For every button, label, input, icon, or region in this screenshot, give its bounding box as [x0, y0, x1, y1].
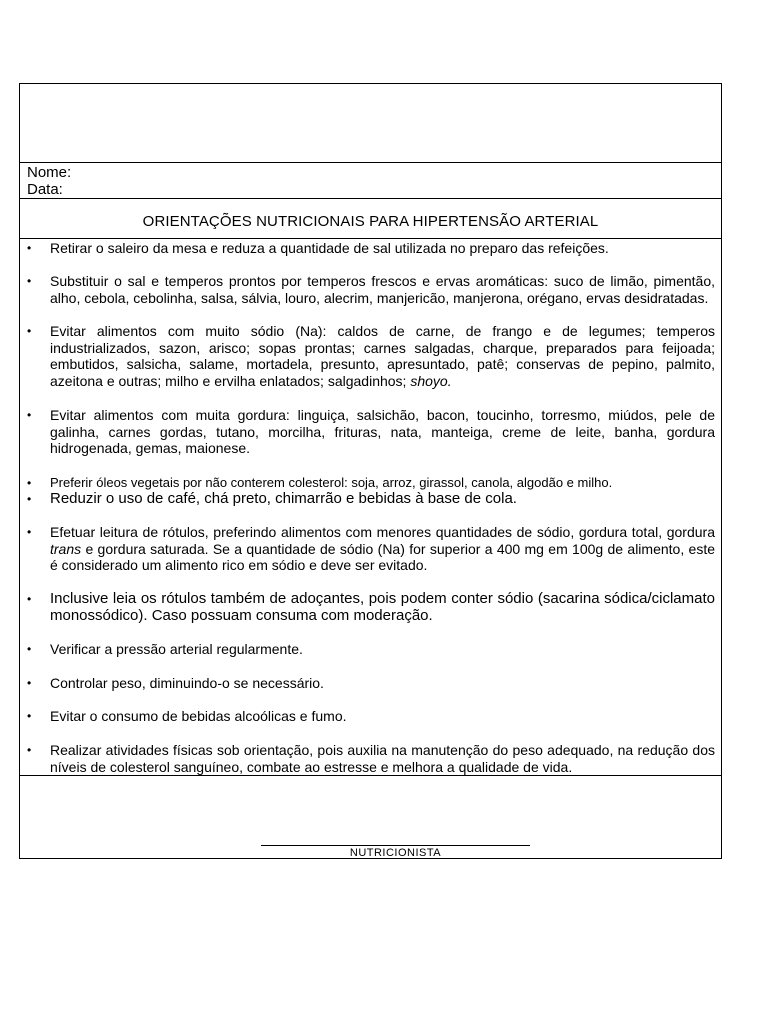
bullet-icon: • — [27, 642, 32, 656]
item-text: Substituir o sal e temperos prontos por temperos frescos e ervas aromáticas: suco de limão, pimentão, alho, cebola, cebolinha, salsa, sálvia, louro, alecrim, manjericão, manjerona, orégano, ervas desidratadas. — [50, 273, 715, 306]
header-box — [20, 84, 721, 163]
item-text-italic: shoyo. — [410, 372, 452, 389]
bullet-icon: • — [27, 592, 32, 606]
signature-line — [261, 845, 530, 846]
item-text — [50, 524, 715, 574]
item-text: Controlar peso, diminuindo-o se necessário. — [50, 675, 324, 691]
guidelines-list — [20, 239, 721, 776]
bullet-icon: • — [27, 492, 32, 506]
item-text-before: Efetuar leitura de rótulos, preferindo alimentos com menores quantidades de sódio, gordura total, gordura — [50, 524, 715, 540]
item-text: Retirar o saleiro da mesa e reduza a quantidade de sal utilizada no preparo das refeições. — [50, 240, 609, 256]
item-text: Realizar atividades físicas sob orientação, pois auxilia na manutenção do peso adequado, na redução dos níveis de colesterol sanguíneo, combate ao estresse e melhora a qualidade de vida. — [50, 742, 715, 775]
document-title: ORIENTAÇÕES NUTRICIONAIS PARA HIPERTENSÃO ARTERIAL — [20, 199, 721, 239]
bullet-icon: • — [27, 476, 32, 490]
bullet-icon: • — [27, 324, 32, 338]
bullet-icon: • — [27, 241, 32, 255]
bullet-icon: • — [27, 709, 32, 723]
bullet-icon: • — [27, 743, 32, 757]
date-label: Data: — [27, 181, 63, 198]
item-text-main: Evitar alimentos com muito sódio (Na): caldos de carne, de frango e de legumes; temperos industrializados, sazon, arisco; sopas prontas; carnes salgadas, charque, preparados para feijoada; embutidos, salsicha, salame, mortadela, presunto, apresuntado, patê; conservas de pepino, palmito, azeitona e outras; milho e ervilha enlatados; salgadinhos; — [50, 323, 715, 389]
guidance-form — [19, 83, 722, 859]
bullet-icon: • — [27, 408, 32, 422]
item-text-italic: trans — [50, 540, 82, 557]
name-label: Nome: — [27, 164, 72, 181]
item-text: Verificar a pressão arterial regularmente. — [50, 641, 303, 657]
item-text-after: e gordura saturada. Se a quantidade de sódio (Na) for superior a 400 mg em 100g de alimento, este é considerado um alimento rico em sódio e deve ser evitado. — [50, 540, 715, 573]
item-text: Evitar o consumo de bebidas alcoólicas e fumo. — [50, 708, 347, 724]
item-text: Reduzir o uso de café, chá preto, chimarrão e bebidas à base de cola. — [50, 490, 517, 507]
patient-info — [20, 163, 721, 199]
item-text — [50, 323, 715, 389]
item-text: Inclusive leia os rótulos também de adoçantes, pois podem conter sódio (sacarina sódica/ciclamato monossódico). Caso possuam consuma com moderação. — [50, 590, 715, 624]
signature-label: NUTRICIONISTA — [349, 847, 442, 859]
item-text: Evitar alimentos com muita gordura: linguiça, salsichão, bacon, toucinho, torresmo, miúdos, pele de galinha, carnes gordas, tutano, morcilha, frituras, nata, manteiga, creme de leite, banha, gordura hidrogenada, gemas, maionese. — [50, 407, 715, 456]
item-text: Preferir óleos vegetais por não conterem colesterol: soja, arroz, girassol, canola, algodão e milho. — [50, 475, 613, 490]
bullet-icon: • — [27, 676, 32, 690]
bullet-icon: • — [27, 525, 32, 539]
bullet-icon: • — [27, 274, 32, 288]
signature-box — [20, 776, 721, 858]
